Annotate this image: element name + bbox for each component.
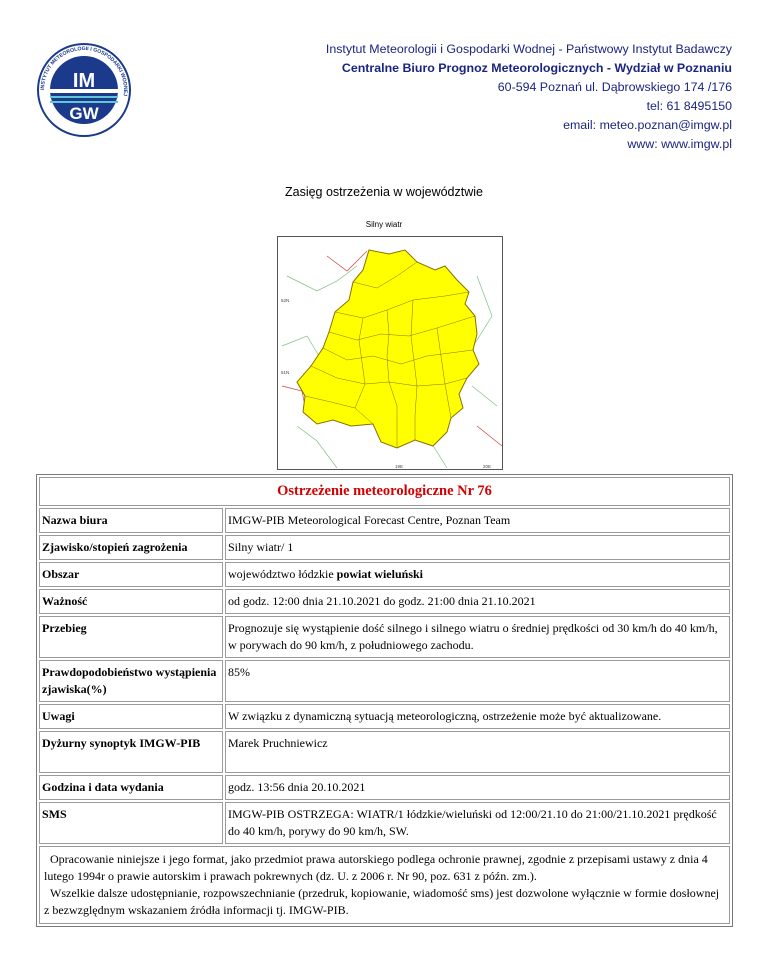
imgw-logo [36,42,132,138]
area-region: województwo łódzkie [228,567,337,581]
row-value: W związku z dynamiczną sytuacją meteorologiczną, ostrzeżenie może być aktualizowane. [225,704,730,729]
logo-text-bottom: GW [69,104,99,123]
table-row [39,616,730,658]
row-value: godz. 13:56 dnia 20.10.2021 [225,775,730,800]
row-label: Uwagi [39,704,223,729]
email[interactable]: email: meteo.poznan@imgw.pl [563,118,732,132]
table-row [39,802,730,844]
row-label: Zjawisko/stopień zagrożenia [39,535,223,560]
table-row [39,660,730,702]
row-value [225,562,730,587]
axis-label-lon2: 20E [483,464,492,469]
row-value: Prognozuje się wystąpienie dość silnego i silnego wiatru o średniej prędkości od 30 km/h do 40 km/h, w porywach do 90 km/h, z południowego zachodu. [225,616,730,658]
copyright-paragraph-1: Opracowanie niniejsze i jego format, jako przedmiot prawa autorskiego podlega ochronie prawnej, zgodnie z przepisami ustawy z dnia 4 lutego 1994r o prawie autorskim i prawach pokrewnych (dz. U. z 2006 r. Nr 90, poz. 631 z późn. zm.). [44,852,708,883]
website[interactable]: www: www.imgw.pl [627,137,732,151]
institute-name: Instytut Meteorologii i Gospodarki Wodnej - Państwowy Instytut Badawczy [325,42,732,56]
row-value: Silny wiatr/ 1 [225,535,730,560]
table-row [39,562,730,587]
table-row [39,589,730,614]
table-row [39,775,730,800]
row-label: Przebieg [39,616,223,658]
office-name: Centralne Biuro Prognoz Meteorologicznych - Wydział w Poznaniu [341,61,732,75]
row-value: IMGW-PIB Meteorological Forecast Centre, Poznan Team [225,508,730,533]
warning-area-map [277,236,503,472]
row-value: 85% [225,660,730,702]
row-label: Obszar [39,562,223,587]
axis-label-lat2: 51N [281,370,290,375]
row-label: Ważność [39,589,223,614]
table-row [39,704,730,729]
row-value: od godz. 12:00 dnia 21.10.2021 do godz. 21:00 dnia 21.10.2021 [225,589,730,614]
address: 60-594 Poznań ul. Dąbrowskiego 174 /176 [497,80,732,94]
table-row [39,508,730,533]
map-title: Zasięg ostrzeżenia w województwie [284,185,483,199]
map-subtitle: Silny wiatr [365,220,403,229]
row-label: Godzina i data wydania [39,775,223,800]
row-label: Nazwa biura [39,508,223,533]
row-value: Marek Pruchniewicz [225,731,730,773]
axis-label-lon1: 19E [395,464,404,469]
warning-table [36,474,733,927]
row-label: SMS [39,802,223,844]
copyright-notice [39,846,730,924]
row-value: IMGW-PIB OSTRZEGA: WIATR/1 łódzkie/wieluński od 12:00/21.10 do 21:00/21.10.2021 prędkość do 40 km/h, porywy do 90 km/h, SW. [225,802,730,844]
area-county: powiat wieluński [336,567,423,581]
logo-text-top: IM [72,70,96,92]
axis-label-lat1: 52N [281,298,290,303]
warning-title: Ostrzeżenie meteorologiczne Nr 76 [39,477,730,506]
phone: tel: 61 8495150 [646,99,732,113]
row-label: Dyżurny synoptyk IMGW-PIB [39,731,223,773]
row-label: Prawdopodobieństwo wystąpienia zjawiska(%) [39,660,223,702]
institute-header [212,40,732,154]
logo-ring-text: INSTYTUT METEOROLOGII I GOSPODARKI WODNEJ [39,45,129,97]
copyright-paragraph-2: Wszelkie dalsze udostępnianie, rozpowszechnianie (przedruk, kopiowanie, wiadomość sms) jest dozwolone wyłącznie w formie dosłownej z bezwzględnym wskazaniem źródła informacji tj. IMGW-PIB. [44,886,720,917]
table-row [39,731,730,773]
table-row [39,535,730,560]
